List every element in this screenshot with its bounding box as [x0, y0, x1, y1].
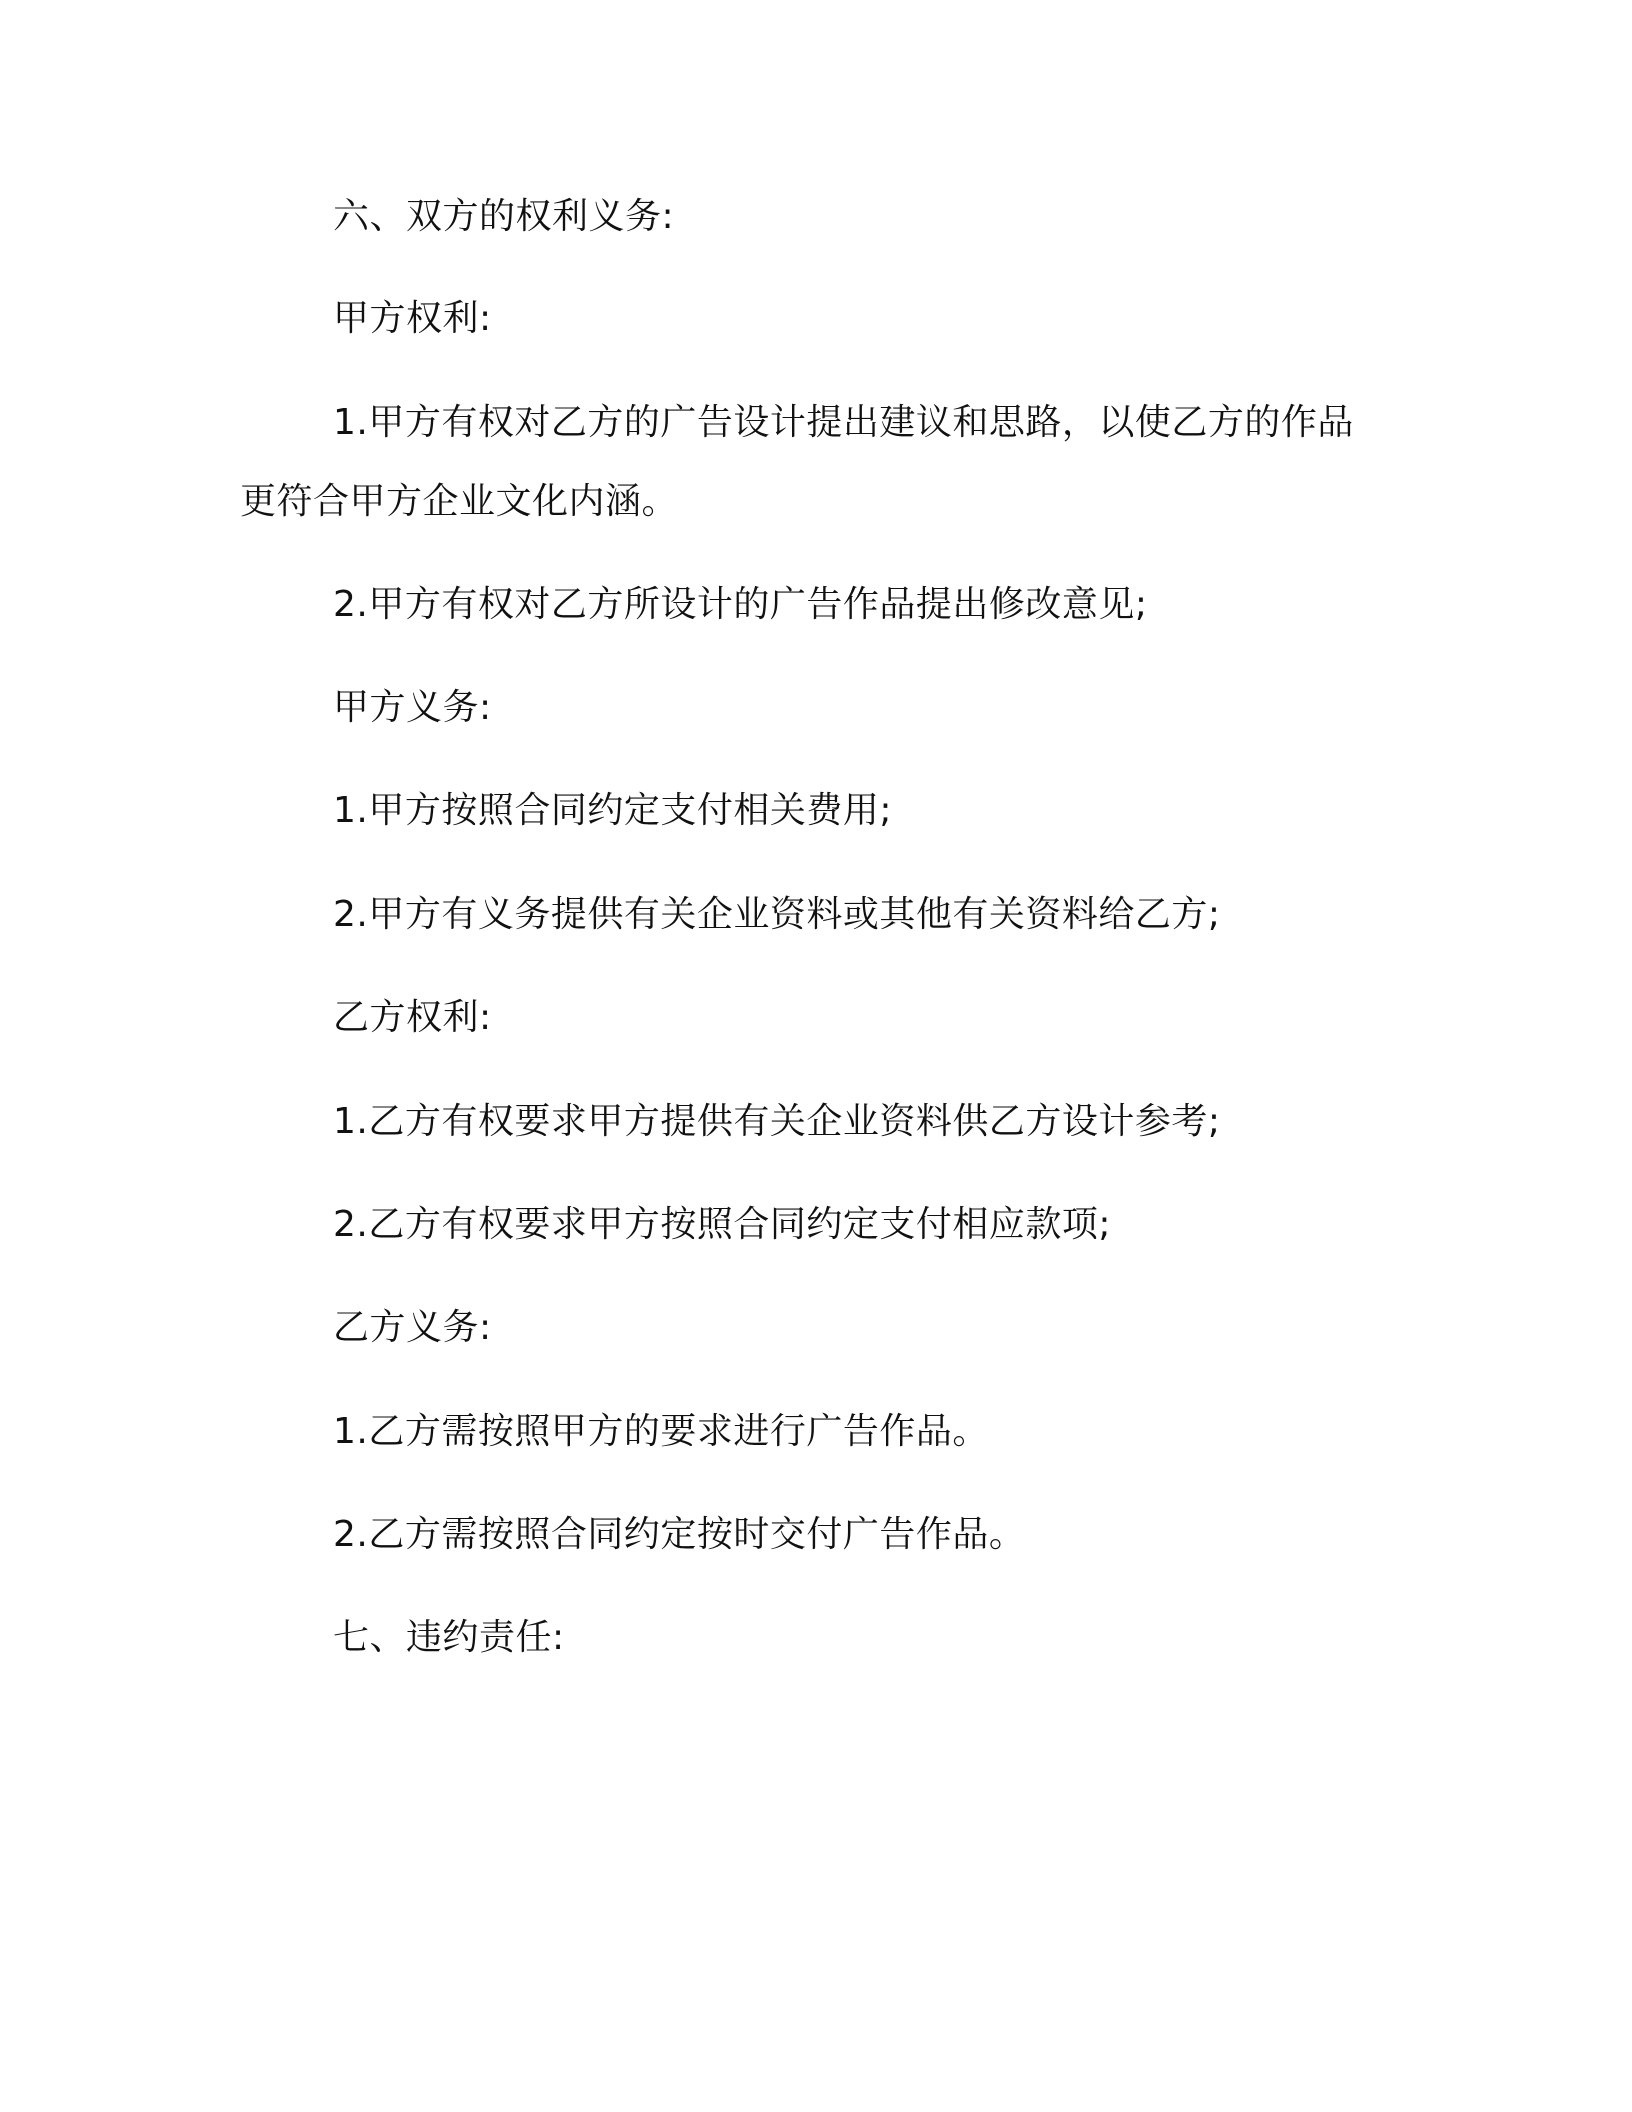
- subheading-party-a-obligations: 甲方义务:: [333, 687, 492, 728]
- paragraph-party-a-right-1: 1.甲方有权对乙方的广告设计提出建议和思路，以使乙方的作品: [333, 402, 1354, 443]
- subheading-party-a-rights: 甲方权利:: [333, 298, 492, 339]
- paragraph-party-a-right-2: 2.甲方有权对乙方所设计的广告作品提出修改意见;: [333, 584, 1148, 625]
- paragraph-party-a-obligation-2: 2.甲方有义务提供有关企业资料或其他有关资料给乙方;: [333, 894, 1221, 935]
- paragraph-party-a-right-1-cont: 更符合甲方企业文化内涵。: [240, 481, 679, 522]
- paragraph-party-b-right-1: 1.乙方有权要求甲方提供有关企业资料供乙方设计参考;: [333, 1101, 1221, 1142]
- subheading-party-b-obligations: 乙方义务:: [333, 1307, 492, 1348]
- paragraph-party-b-obligation-2: 2.乙方需按照合同约定按时交付广告作品。: [333, 1514, 1026, 1555]
- subheading-party-b-rights: 乙方权利:: [333, 997, 492, 1038]
- paragraph-party-a-obligation-1: 1.甲方按照合同约定支付相关费用;: [333, 790, 892, 831]
- section-heading-breach-liability: 七、违约责任:: [333, 1617, 565, 1658]
- paragraph-party-b-obligation-1: 1.乙方需按照甲方的要求进行广告作品。: [333, 1411, 989, 1452]
- paragraph-party-b-right-2: 2.乙方有权要求甲方按照合同约定支付相应款项;: [333, 1204, 1111, 1245]
- section-heading-rights-obligations: 六、双方的权利义务:: [333, 196, 675, 237]
